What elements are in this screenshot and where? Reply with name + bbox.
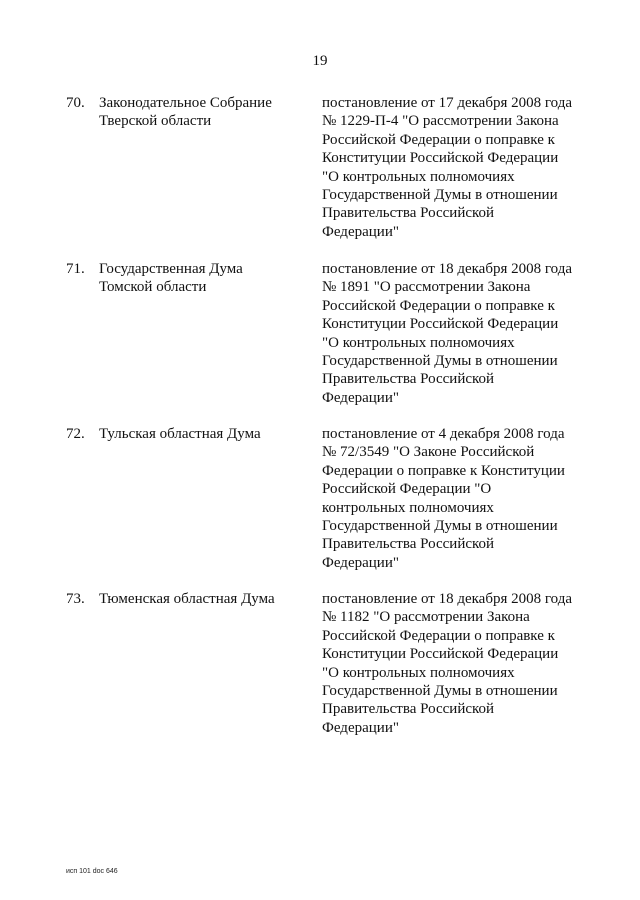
- entry-organization: [99, 260, 299, 297]
- document-line: постановление от 17 декабря 2008 года: [322, 95, 573, 111]
- organization-line: Тюменская областная Дума: [99, 591, 275, 607]
- entry-document: [322, 590, 592, 737]
- document-line: Российской Федерации о поправке к: [322, 627, 555, 644]
- document-line: постановление от 4 декабря 2008 года: [322, 426, 565, 442]
- document-line: постановление от 18 декабря 2008 года: [322, 591, 573, 607]
- document-line: № 1182 "О рассмотрении Закона: [322, 609, 530, 626]
- document-line: № 1229-П-4 "О рассмотрении Закона: [322, 113, 559, 130]
- document-line: № 72/3549 "О Законе Российской: [322, 444, 535, 461]
- entry-organization: [99, 94, 299, 131]
- entry-number: 70.: [66, 95, 85, 111]
- document-line: Правительства Российской: [322, 205, 495, 222]
- document-line: постановление от 18 декабря 2008 года: [322, 261, 573, 277]
- document-line: Российской Федерации о поправке к: [322, 297, 555, 314]
- document-line: "О контрольных полномочиях: [322, 334, 515, 351]
- organization-line: Томской области: [99, 279, 207, 296]
- document-line: Государственной Думы в отношении: [322, 683, 558, 700]
- document-line: Государственной Думы в отношении: [322, 518, 558, 535]
- document-line: Российской Федерации о поправке к: [322, 131, 555, 148]
- entry-number: 72.: [66, 426, 85, 442]
- document-line: № 1891 "О рассмотрении Закона: [322, 279, 531, 296]
- organization-line: Тверской области: [99, 113, 212, 130]
- organization-line: Тульская областная Дума: [99, 426, 261, 442]
- entry-document: [322, 94, 592, 241]
- entry-document: [322, 425, 592, 572]
- document-line: Российской Федерации "О: [322, 481, 492, 498]
- document-line: Государственной Думы в отношении: [322, 187, 558, 204]
- entry-organization: [99, 590, 299, 608]
- footer-code: исп 101 doc 646: [66, 868, 118, 875]
- entry-number: 73.: [66, 591, 85, 607]
- document-line: Государственной Думы в отношении: [322, 353, 558, 370]
- organization-line: Законодательное Собрание: [99, 95, 272, 111]
- document-line: Федерации о поправке к Конституции: [322, 462, 565, 479]
- entry-document: [322, 260, 592, 407]
- document-line: Федерации": [322, 389, 399, 406]
- document-line: Правительства Российской: [322, 701, 495, 718]
- document-line: Конституции Российской Федерации: [322, 150, 559, 167]
- document-line: Правительства Российской: [322, 536, 495, 553]
- document-line: Конституции Российской Федерации: [322, 646, 559, 663]
- document-line: "О контрольных полномочиях: [322, 168, 515, 185]
- document-line: Конституции Российской Федерации: [322, 316, 559, 333]
- document-line: Федерации": [322, 554, 399, 571]
- document-line: Правительства Российской: [322, 371, 495, 388]
- document-line: контрольных полномочиях: [322, 499, 494, 516]
- document-line: "О контрольных полномочиях: [322, 664, 515, 681]
- document-line: Федерации": [322, 223, 399, 240]
- document-line: Федерации": [322, 719, 399, 736]
- entry-number: 71.: [66, 261, 85, 277]
- page-number: 19: [312, 53, 328, 69]
- entry-organization: [99, 425, 299, 443]
- organization-line: Государственная Дума: [99, 261, 243, 277]
